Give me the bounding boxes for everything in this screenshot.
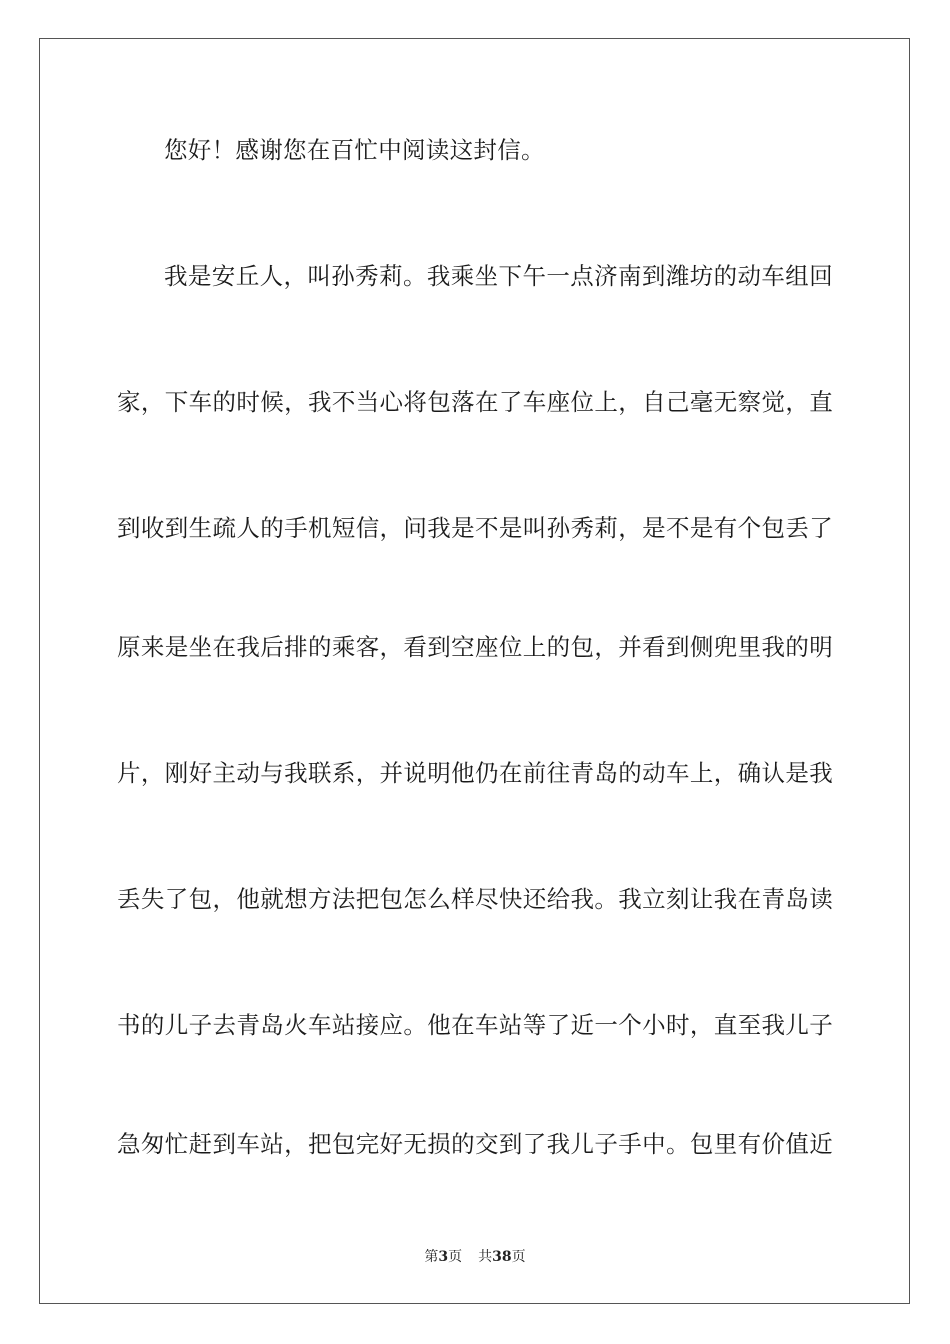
greeting-line: 您好！感谢您在百忙中阅读这封信。 <box>164 136 545 164</box>
page-footer <box>0 1248 950 1266</box>
page-total: 共38页 <box>478 1249 526 1265</box>
body-line: 到收到生疏人的手机短信，问我是不是叫孙秀莉，是不是有个包丢了 <box>117 514 833 542</box>
page-number: 第3页 <box>424 1249 463 1265</box>
body-line: 丢失了包，他就想方法把包怎么样尽快还给我。我立刻让我在青岛读 <box>117 885 833 913</box>
body-line: 书的儿子去青岛火车站接应。他在车站等了近一个小时，直至我儿子 <box>117 1011 833 1039</box>
body-line: 急匆忙赶到车站，把包完好无损的交到了我儿子手中。包里有价值近 <box>117 1130 833 1158</box>
body-line: 片，刚好主动与我联系，并说明他仍在前往青岛的动车上，确认是我 <box>117 759 833 787</box>
body-line: 原来是坐在我后排的乘客，看到空座位上的包，并看到侧兜里我的明 <box>117 633 833 661</box>
body-line: 我是安丘人，叫孙秀莉。我乘坐下午一点济南到潍坊的动车组回 <box>164 262 833 290</box>
page-frame <box>39 38 910 1304</box>
body-line: 家，下车的时候，我不当心将包落在了车座位上，自己毫无察觉，直 <box>117 388 833 416</box>
